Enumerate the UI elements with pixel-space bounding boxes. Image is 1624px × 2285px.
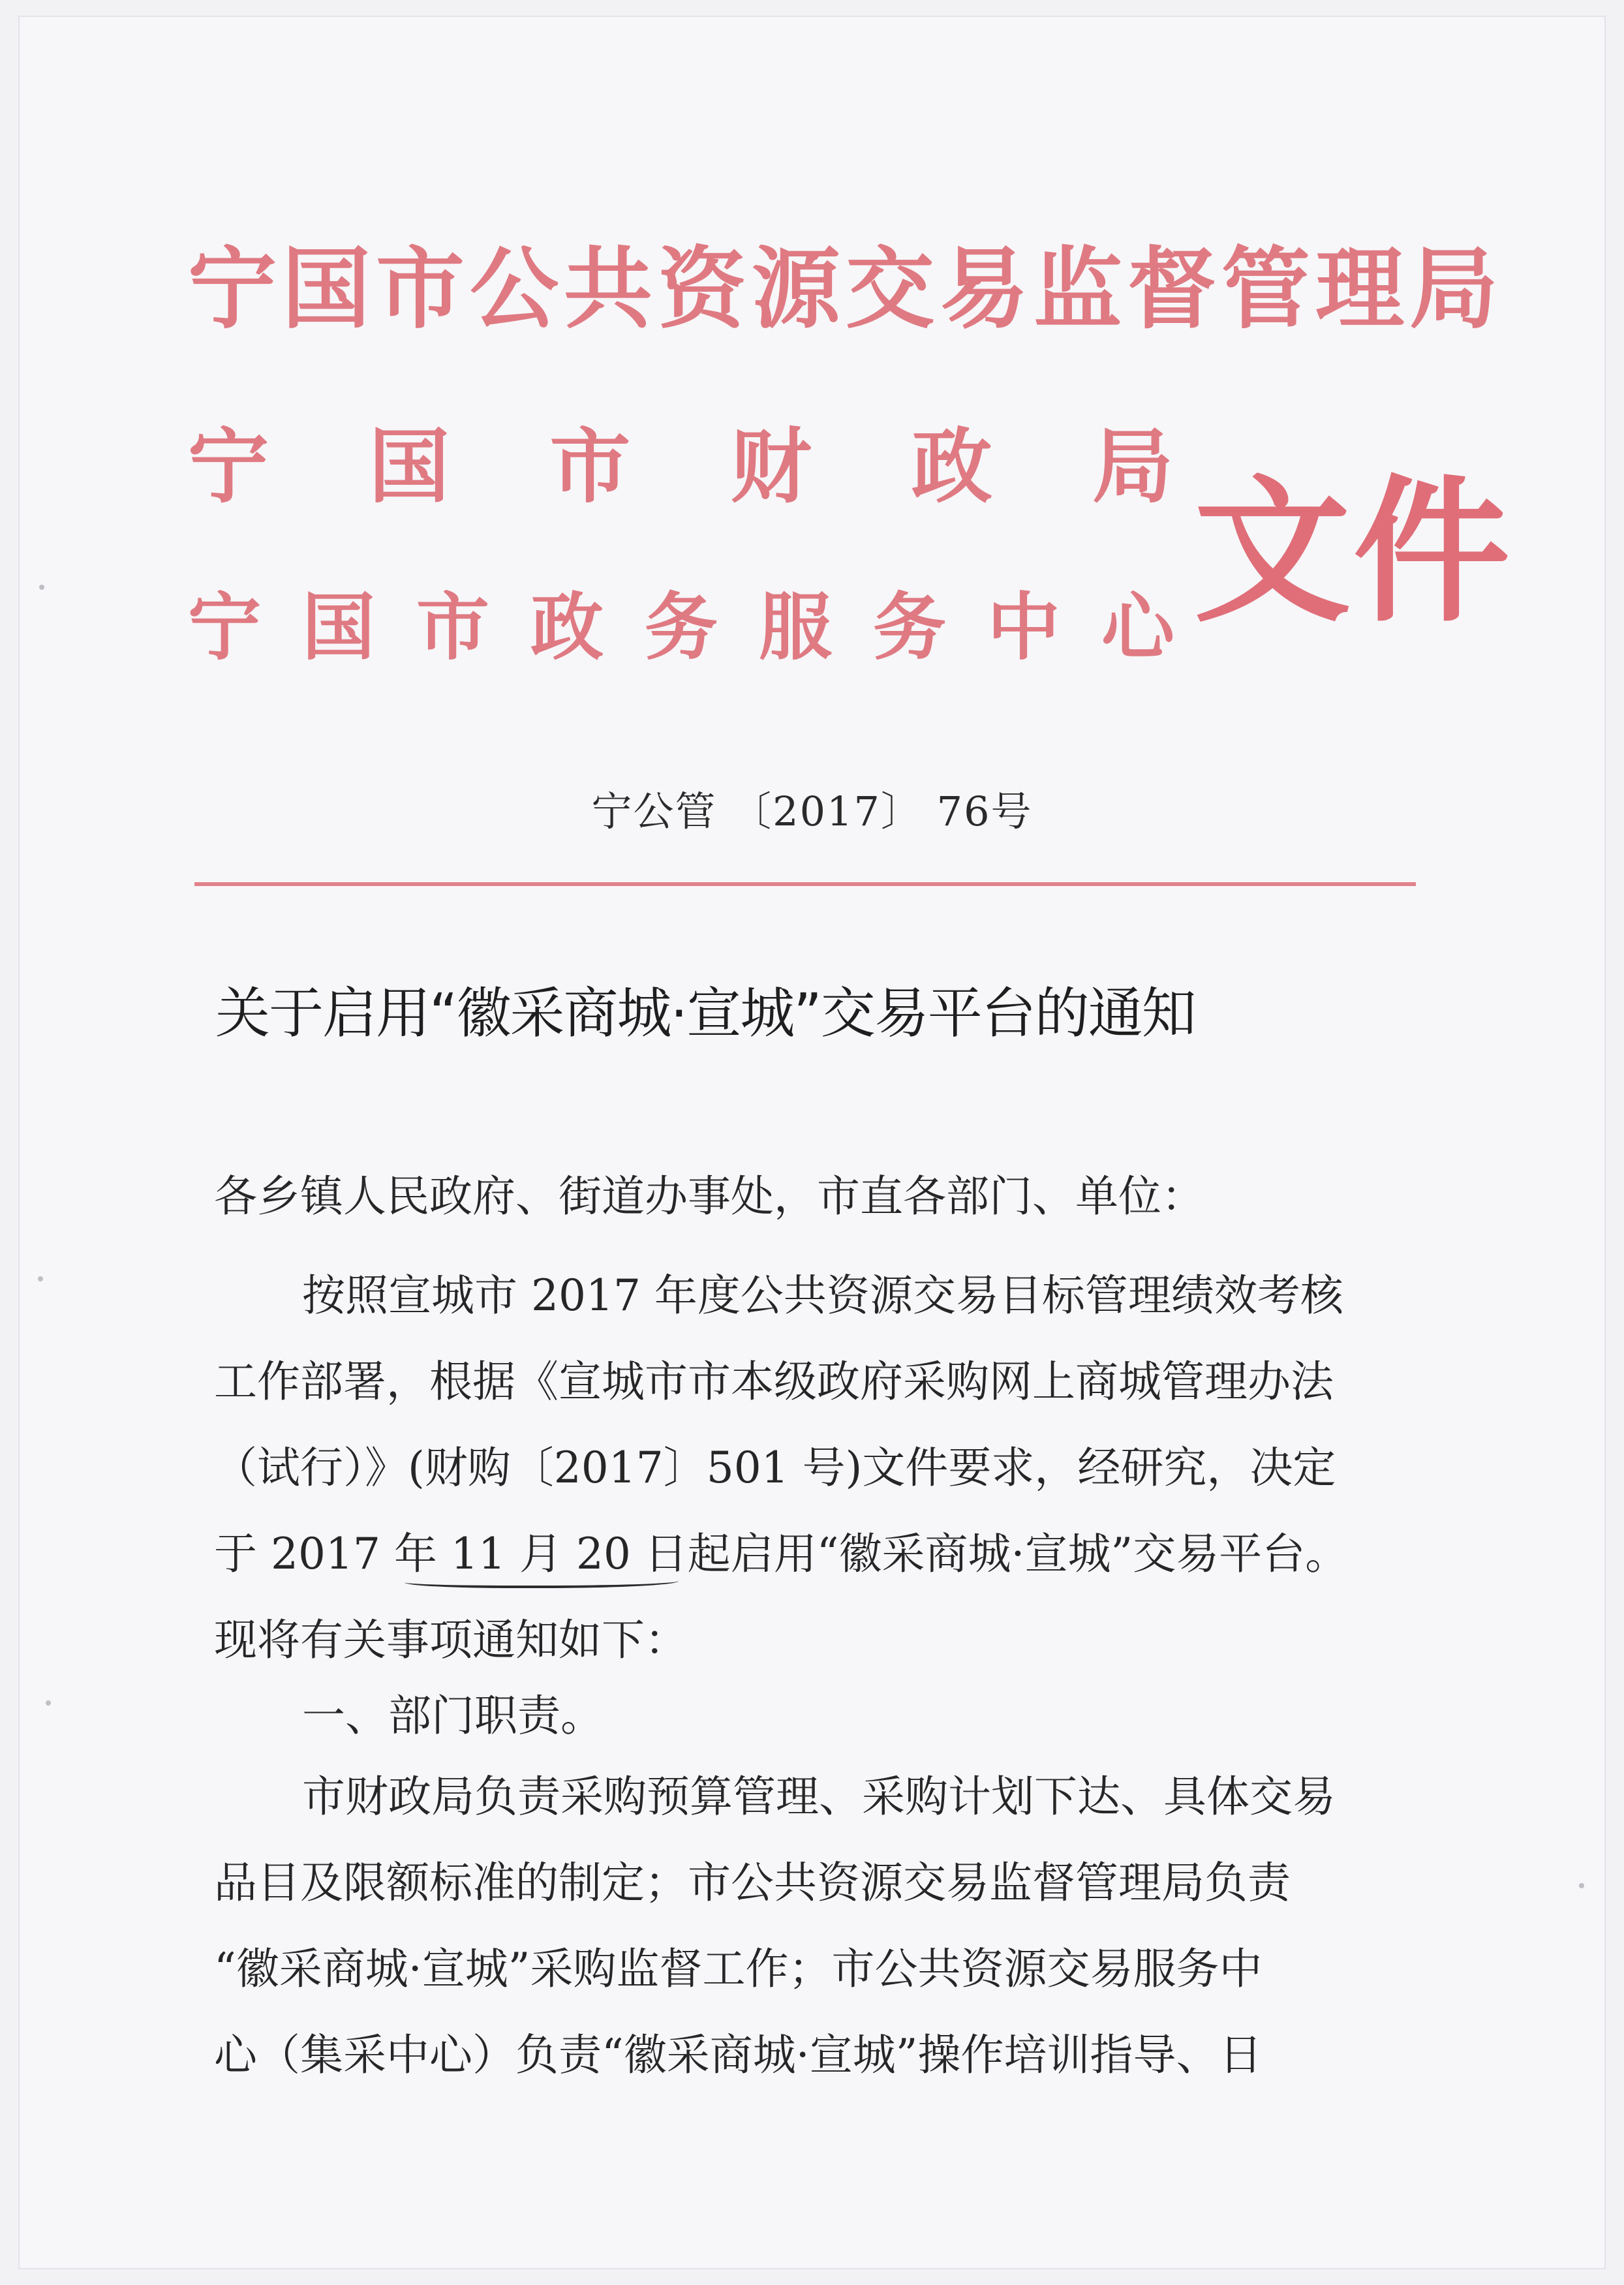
issuer-character: 中: [987, 585, 1060, 670]
handwritten-underline: [405, 1574, 679, 1588]
paragraph-1-line: 现将有关事项通知如下：: [214, 1615, 688, 1665]
issuer-character: 局: [1092, 420, 1173, 514]
paragraph-1-line: （试行）》(财购〔2017〕501 号)文件要求，经研究，决定: [214, 1443, 1336, 1493]
document-title: 关于启用“徽采商城·宣城”交易平台的通知: [215, 981, 1195, 1045]
paragraph-2-line: 市财政局负责采购预算管理、采购计划下达、具体交易: [302, 1771, 1336, 1822]
issuer-character: 国: [369, 420, 450, 514]
paragraph-1-line: 于 2017 年 11 月 20 日起启用“徽采商城·宣城”交易平台。: [214, 1529, 1349, 1579]
paragraph-2-line: 心（集采中心）负责“徽采商城·宣城”操作培训指导、日: [214, 2030, 1263, 2080]
red-divider-line: [194, 882, 1416, 886]
document-number: 宁公管 〔2017〕 76号: [591, 788, 1033, 835]
issuer-character: 务: [645, 585, 718, 670]
issuer-character: 宁: [188, 585, 261, 670]
scan-speck: [38, 1276, 43, 1281]
issuer-character: 心: [1101, 585, 1174, 670]
issuer-line-2: [188, 420, 1173, 514]
issuer-character: 市: [549, 420, 631, 514]
scan-speck: [39, 585, 44, 590]
issuer-character: 财: [730, 420, 812, 514]
issuer-character: 服: [759, 585, 832, 670]
issuer-character: 国: [302, 585, 375, 670]
paragraph-2-line: 品目及限额标准的制定；市公共资源交易监督管理局负责: [214, 1858, 1291, 1908]
scan-speck: [1579, 1883, 1584, 1888]
issuer-character: 市: [416, 585, 489, 670]
paragraph-1: [214, 1253, 1382, 1683]
document-page: [20, 17, 1604, 2268]
issuer-line-3: [188, 585, 1174, 670]
section-1-heading: 一、部门职责。: [302, 1691, 604, 1741]
issuer-character: 政: [911, 420, 992, 514]
paragraph-1-line: 工作部署，根据《宣城市市本级政府采购网上商城管理办法: [214, 1357, 1334, 1407]
paragraph-1-line: 按照宣城市 2017 年度公共资源交易目标管理绩效考核: [302, 1270, 1343, 1321]
issuer-character: 宁: [188, 420, 269, 514]
salutation: 各乡镇人民政府、街道办事处，市直各部门、单位：: [214, 1171, 1204, 1221]
issuer-character: 政: [530, 585, 604, 670]
paragraph-2: [214, 1754, 1382, 2098]
paragraph-2-line: “徽采商城·宣城”采购监督工作；市公共资源交易服务中: [214, 1944, 1263, 1994]
scan-speck: [46, 1700, 51, 1706]
issuer-line-1: 宁国市公共资源交易监督管理局: [188, 238, 1503, 341]
document-type-label: 文件: [1194, 461, 1513, 643]
issuer-character: 务: [873, 585, 946, 670]
